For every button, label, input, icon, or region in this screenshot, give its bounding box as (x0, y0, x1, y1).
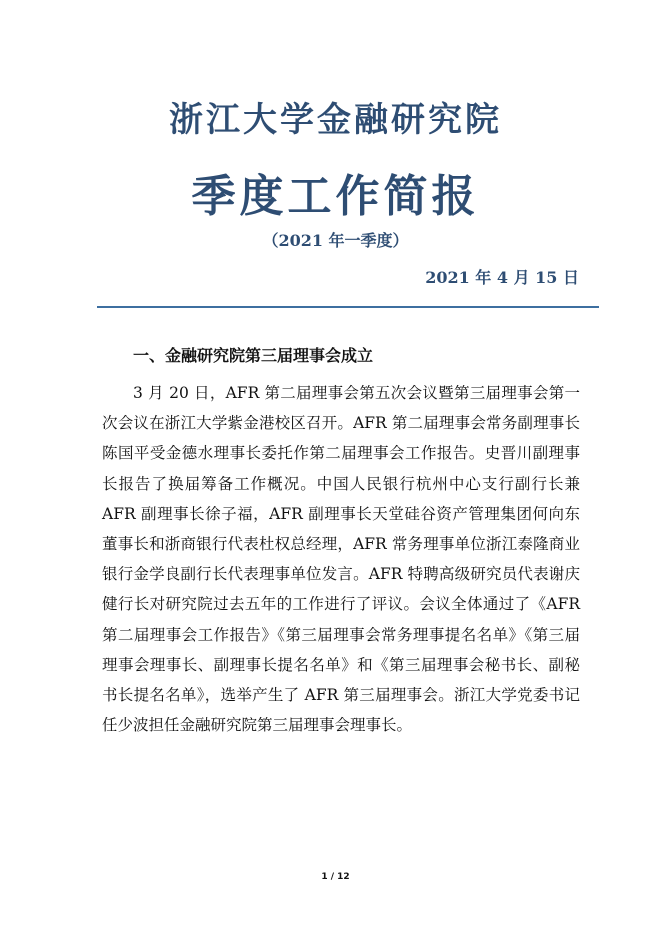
header-divider (97, 306, 599, 308)
section-paragraph: 3 月 20 日，AFR 第二届理事会第五次会议暨第三届理事会第一次会议在浙江大学紫金港校区召开。AFR 第二届理事会常务副理事长陈国平受金德水理事长委托作第二届理事会工作报告。史晋川副理事长报告了换届筹备工作概况。中国人民银行杭州中心支行副行长兼 AFR 副理事长徐子福，AFR 副理事长天堂硅谷资产管理集团何向东董事长和浙商银行代表杜权总经理，AFR 常务理事单位浙江泰隆商业银行金学良副行长代表理事单位发言。AFR 特聘高级研究员代表谢庆健行长对研究院过去五年的工作进行了评议。会议全体通过了《AFR 第二届理事会工作报告》《第三届理事会常务理事提名名单》《第三届理事会理事长、副理事长提名名单》和《第三届理事会秘书长、副秘书长提名名单》，选举产生了 AFR 第三届理事会。浙江大学党委书记任少波担任金融研究院第三届理事会理事长。 (102, 384, 580, 735)
document-title: 季度工作简报 (191, 171, 480, 222)
organization-title: 浙江大学金融研究院 (169, 100, 502, 140)
report-period: （2021 年一季度） (262, 231, 409, 250)
report-date: 2021 年 4 月 15 日 (425, 268, 579, 287)
section-heading: 一、金融研究院第三届理事会成立 (133, 346, 374, 365)
page-number: 1 / 12 (321, 872, 350, 882)
